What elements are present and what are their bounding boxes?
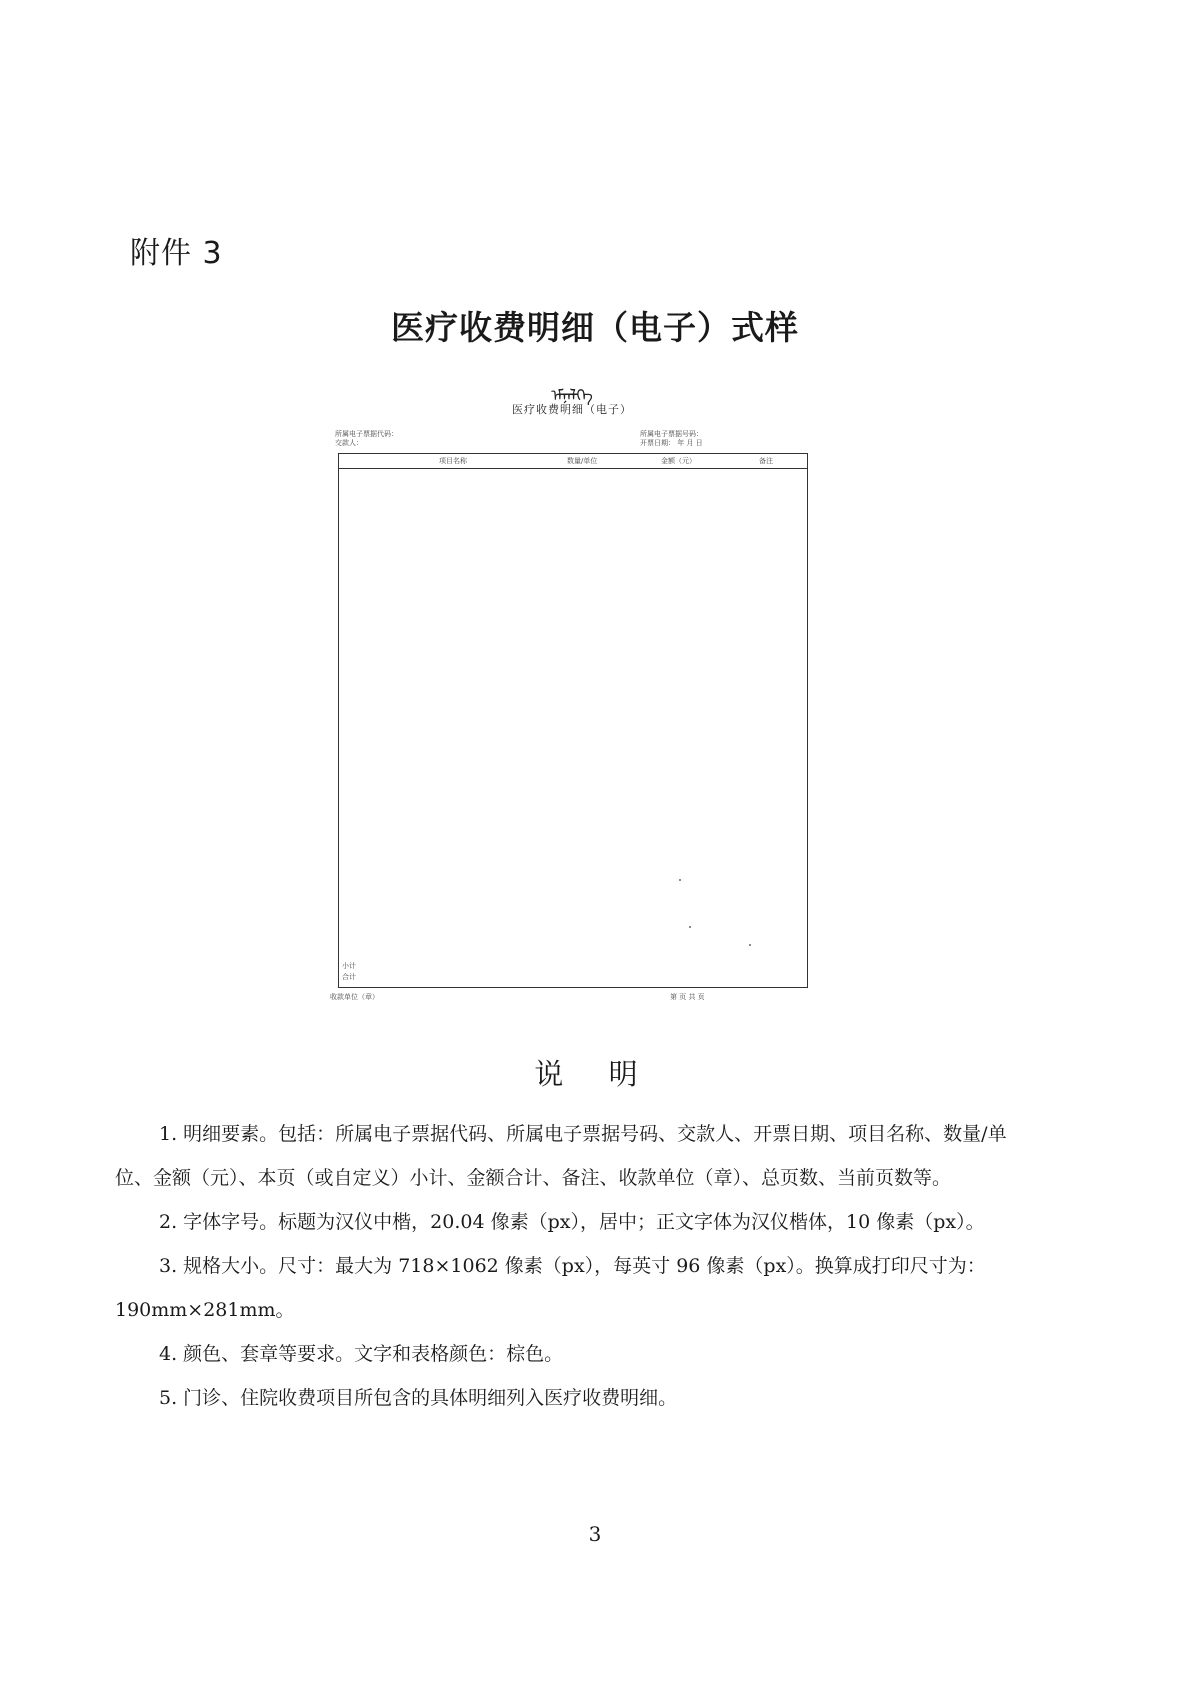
total-label: 合计 xyxy=(342,973,356,981)
sample-meta-right xyxy=(640,430,703,448)
issue-date-label: 开票日期： 年 月 日 xyxy=(640,439,703,447)
scan-speck xyxy=(689,926,691,928)
sample-form xyxy=(330,378,814,1028)
explanation-body xyxy=(115,1112,1015,1420)
page-number: 3 xyxy=(588,1522,602,1546)
column-amount: 金额（元） xyxy=(661,457,696,465)
sample-form-table xyxy=(338,453,808,988)
sample-meta-left xyxy=(335,430,398,448)
sample-mongolian-title: ᠡᠮᠨᠡᠯᠭᠡ xyxy=(551,386,593,405)
explanation-item: 4. 颜色、套章等要求。文字和表格颜色：棕色。 xyxy=(159,1343,564,1365)
page-title: 医疗收费明细（电子）式样 xyxy=(391,308,799,347)
explanation-item: 3. 规格大小。尺寸：最大为 718×1062 像素（px），每英寸 96 像素（px）。换算成打印尺寸为：190mm×281mm。 xyxy=(115,1255,986,1321)
column-item-name: 项目名称 xyxy=(439,457,467,465)
explanation-item: 2. 字体字号。标题为汉仪中楷，20.04 像素（px），居中；正文字体为汉仪楷体，10 像素（px）。 xyxy=(159,1211,985,1233)
explanation-item: 5. 门诊、住院收费项目所包含的具体明细列入医疗收费明细。 xyxy=(159,1387,678,1409)
column-quantity-unit: 数量/单位 xyxy=(567,457,598,465)
scan-speck xyxy=(679,879,681,881)
sample-form-header xyxy=(339,454,807,469)
subtotal-label: 小计 xyxy=(342,962,356,970)
explanation-item: 1. 明细要素。包括：所属电子票据代码、所属电子票据号码、交款人、开票日期、项目名称、数量/单位、金额（元）、本页（或自定义）小计、金额合计、备注、收款单位（章）、总页数、当前页数等。 xyxy=(115,1123,1007,1189)
page-count-label: 第 页 共 页 xyxy=(670,993,705,1001)
column-remarks: 备注 xyxy=(759,457,773,465)
invoice-code-label: 所属电子票据代码： xyxy=(335,430,398,438)
attachment-label: 附件 3 xyxy=(130,236,223,271)
explanation-heading: 说 明 xyxy=(534,1057,656,1091)
payee-unit-label: 收款单位（章） xyxy=(330,993,379,1001)
invoice-number-label: 所属电子票据号码： xyxy=(640,430,703,438)
sample-form-footer xyxy=(342,961,356,983)
scan-speck xyxy=(749,944,751,946)
payer-label: 交款人： xyxy=(335,439,363,447)
sample-title: 医疗收费明细（电子） xyxy=(512,403,632,416)
